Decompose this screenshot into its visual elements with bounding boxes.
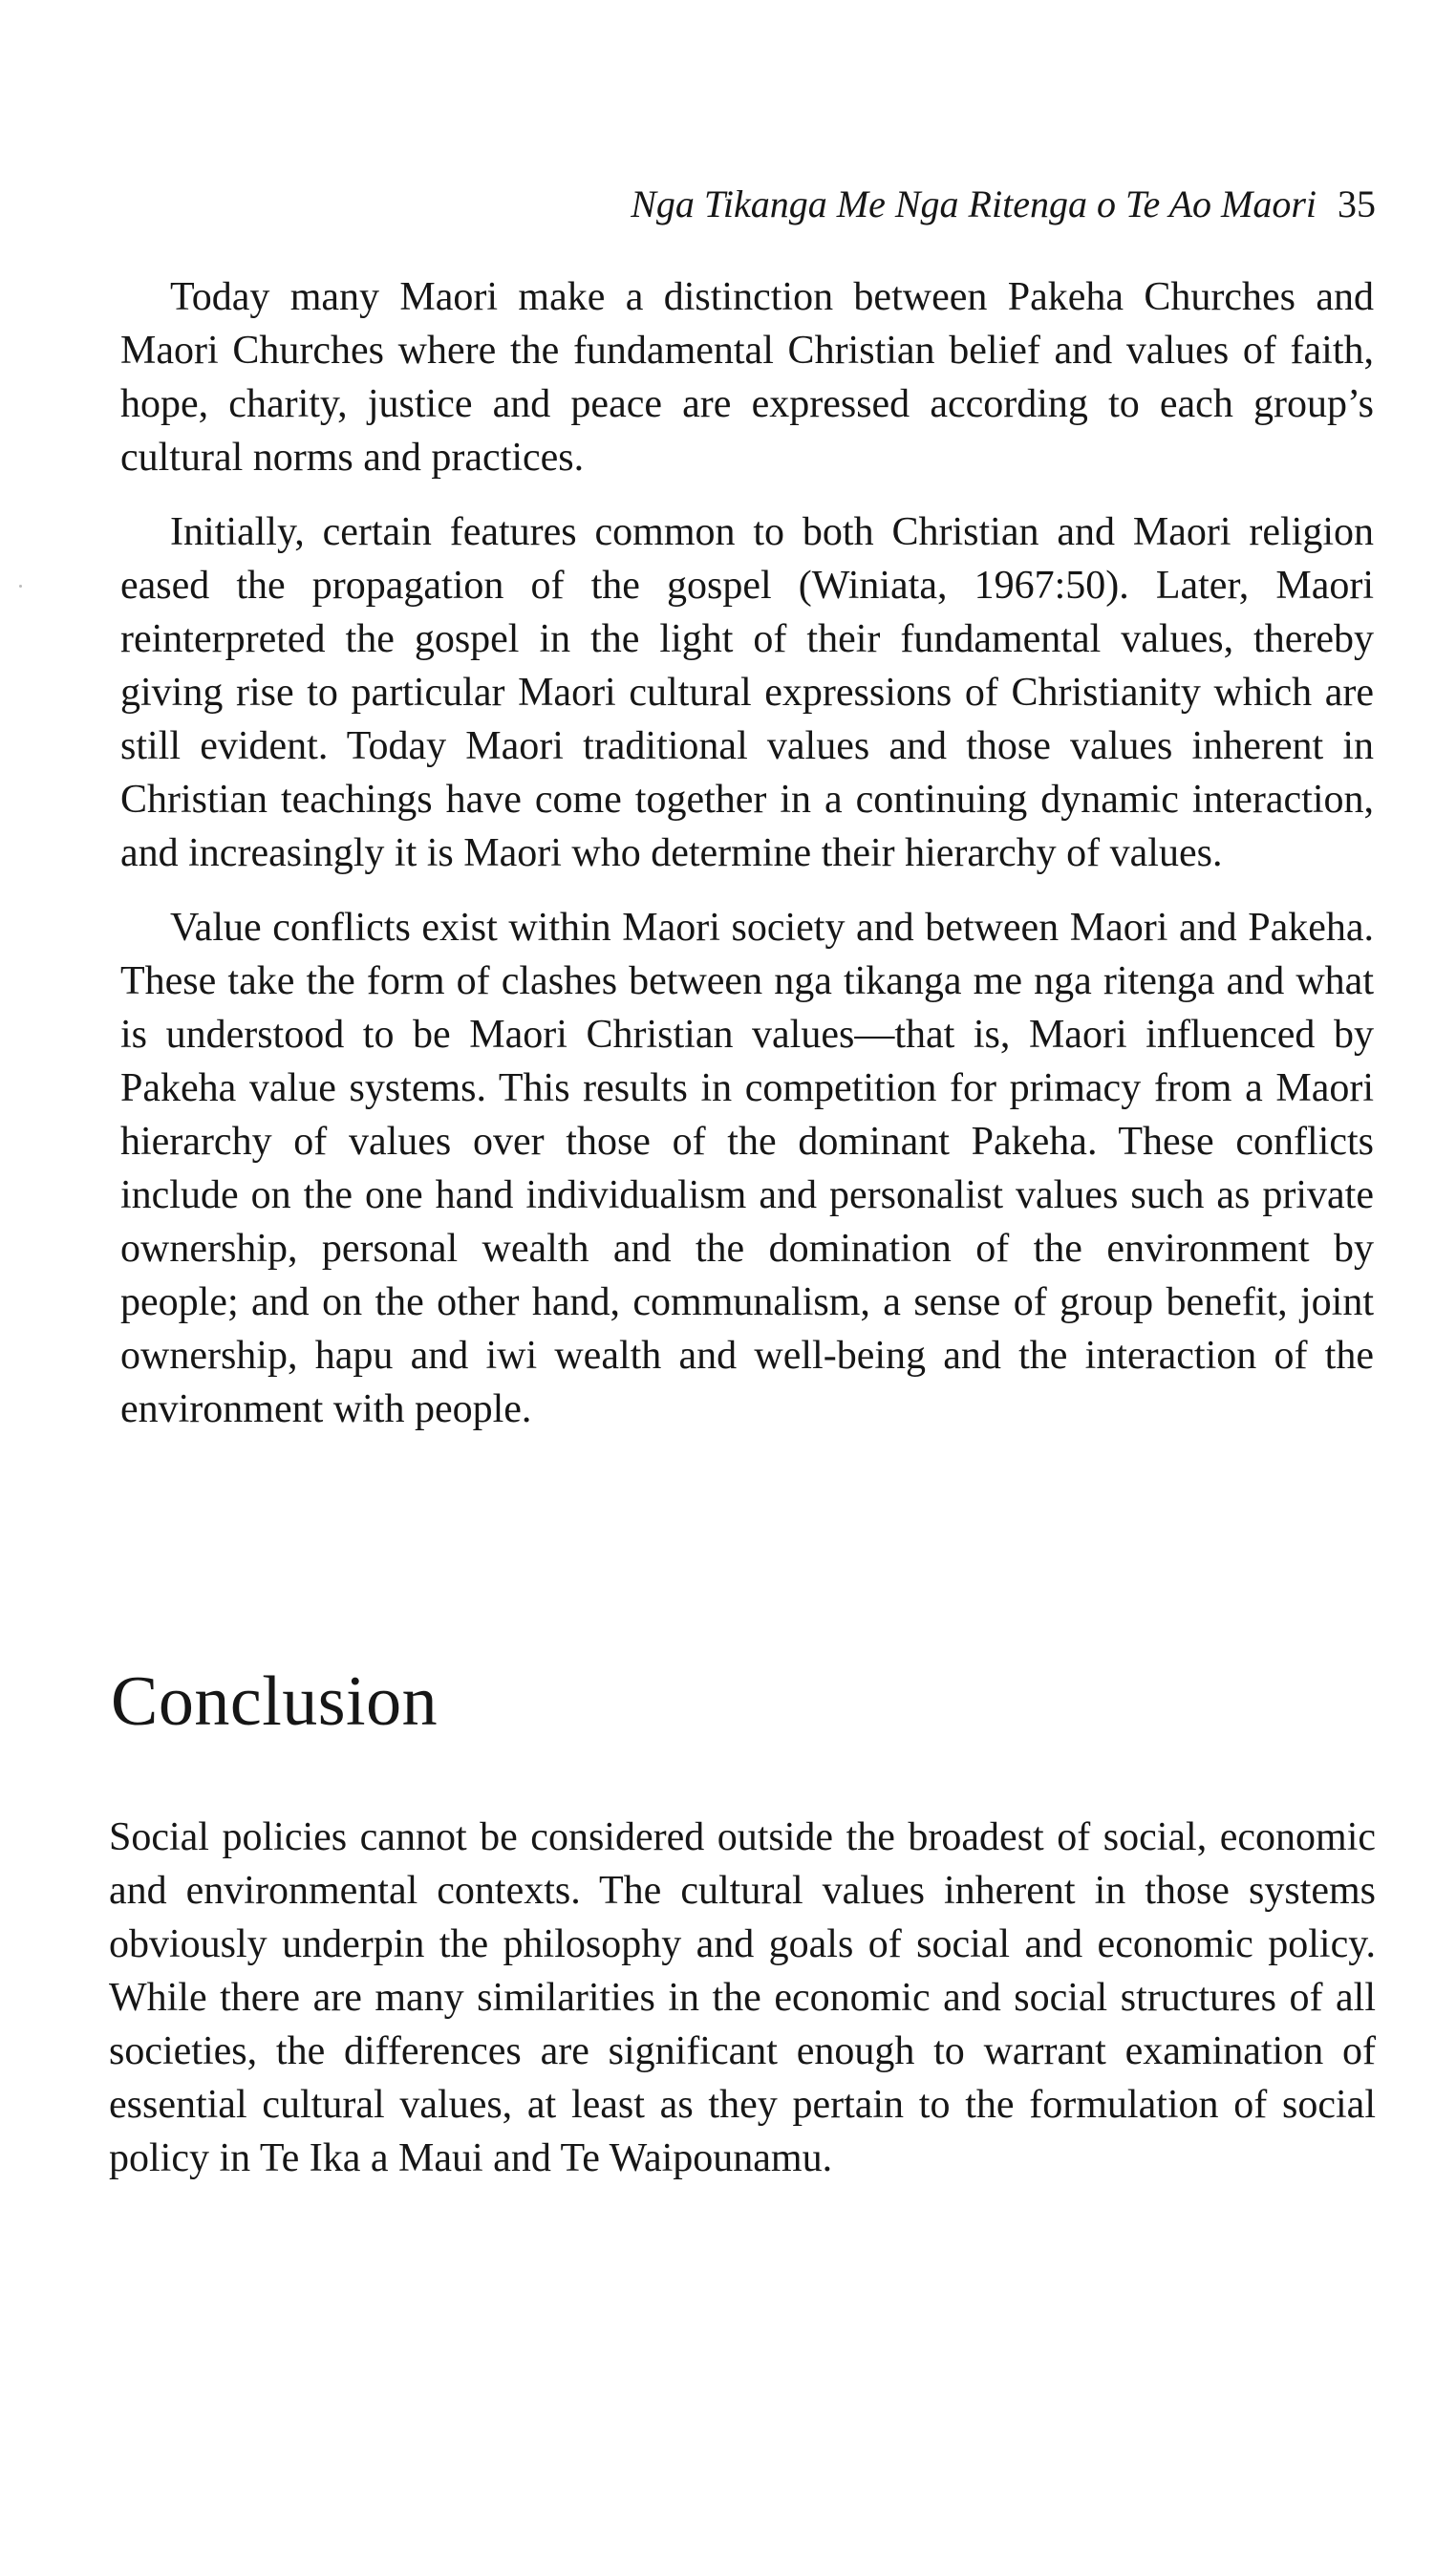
paragraph-value-conflicts: Value conflicts exist within Maori society and between Maori and Pakeha. These take the form of clashes between nga tikanga me nga ritenga and what is understood to be Maori Christian values—that is, Maori influenced by Pakeha value systems. This results in competition for primacy from a Maori hierarchy of values over those of the dominant Pakeha. These conflicts include on the one hand individualism and personalist values such as private ownership, personal wealth and the domination of the environment by people; and on the other hand, communalism, a sense of group benefit, joint ownership, hapu and iwi wealth and well-being and the interaction of the environment with people. xyxy=(120,906,1374,1431)
paragraph-conclusion: Social policies cannot be considered outside the broadest of social, economic and environmental contexts. The cultural values inherent in those systems obviously underpin the philosophy and goals of social and economic policy. While there are many similarities in the economic and social structures of all societies, the differences are significant enough to warrant examination of essential cultural values, at least as they pertain to the formulation of social policy in Te Ika a Maui and Te Waipounamu. xyxy=(109,1815,1376,2180)
conclusion-section xyxy=(109,1811,1376,2206)
running-header xyxy=(478,180,1376,229)
paragraph-churches: Today many Maori make a distinction between Pakeha Churches and Maori Churches where the fundamental Christian belief and values of faith, hope, charity, justice and peace are expressed according to each group’s cultural norms and practices. xyxy=(120,275,1374,480)
paragraph-gospel: Initially, certain features common to both Christian and Maori religion eased the propagation of the gospel (Winiata, 1967:50). Later, Maori reinterpreted the gospel in the light of their fundamental values, thereby giving rise to particular Maori cultural expressions of Christianity which are still evident. Today Maori traditional values and those values inherent in Christian teachings have come together in a continuing dynamic interaction, and increasingly it is Maori who determine their hierarchy of values. xyxy=(120,510,1374,875)
page-number: 35 xyxy=(1338,182,1376,225)
running-title: Nga Tikanga Me Nga Ritenga o Te Ao Maori xyxy=(631,182,1317,225)
margin-speck xyxy=(19,585,22,588)
section-heading: Conclusion xyxy=(111,1662,439,1741)
body-text-section xyxy=(120,270,1374,1457)
